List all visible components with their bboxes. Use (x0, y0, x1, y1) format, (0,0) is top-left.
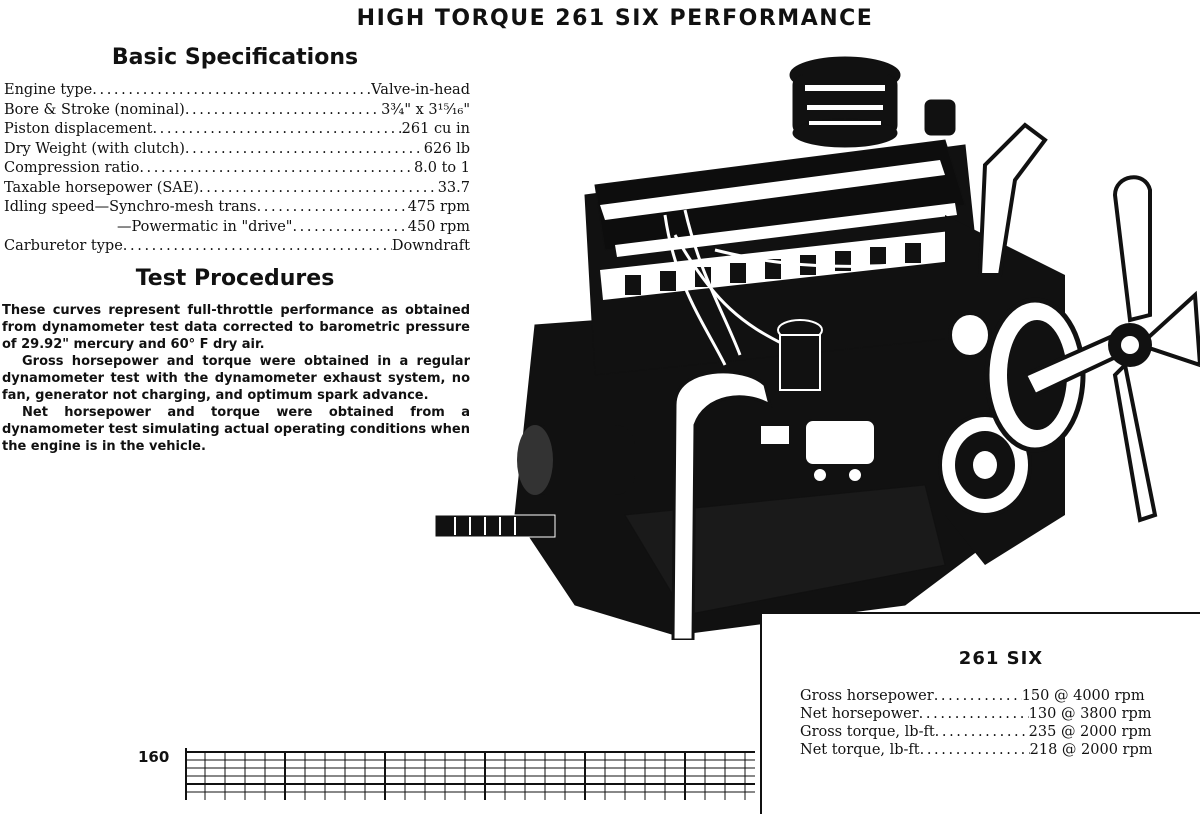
spec-label: Bore & Stroke (nominal) (4, 101, 185, 118)
spec-label: Piston displacement (4, 121, 153, 137)
spec-value: Valve-in-head (371, 82, 470, 98)
rating-value: 150 @ 4000 rpm (1021, 688, 1145, 704)
spec-row-dry-weight (4, 140, 470, 160)
rating-row-gross-torque (800, 723, 1200, 741)
rating-value: 130 @ 3800 rpm (1028, 706, 1152, 722)
spec-row-idling-powermatic (4, 218, 470, 238)
rating-value: 218 @ 2000 rpm (1029, 742, 1153, 758)
spec-label: Idling speed—Synchro-mesh trans (4, 199, 257, 215)
spec-value: 3¾" x 3¹⁵⁄₁₆" (381, 101, 470, 118)
test-procedures-text (2, 302, 470, 455)
spec-value: 261 cu in (401, 121, 470, 137)
rating-label: Gross horsepower (800, 688, 934, 704)
rating-label: Gross torque, lb-ft (800, 724, 935, 740)
test-procedures-heading: Test Procedures (135, 266, 335, 291)
procedures-paragraph: These curves represent full-throttle performance as obtained from dynamometer test data corrected to barometric pressure of 29.92" mercury and 60° F dry air. (2, 303, 470, 352)
spec-value: Downdraft (391, 238, 470, 254)
spec-value: 33.7 (437, 179, 470, 196)
engine-ratings-title: 261 SIX (958, 648, 1044, 669)
spec-row-bore-stroke (4, 101, 470, 121)
spec-row-idling-synchro-mesh (4, 198, 470, 218)
rating-value: 235 @ 2000 rpm (1028, 724, 1152, 740)
spec-label: Dry Weight (with clutch) (4, 140, 185, 157)
spec-value: 8.0 to 1 (413, 160, 470, 176)
basic-specifications-list (4, 81, 470, 257)
engine-ratings-box (760, 612, 1200, 814)
procedures-paragraph: Gross horsepower and torque were obtained in a regular dynamometer test with the dynamometer exhaust system, no fan, generator not charging, and optimum spark advance. (2, 354, 470, 403)
basic-specifications-heading: Basic Specifications (111, 45, 359, 70)
rating-row-net-horsepower (800, 705, 1200, 723)
spec-row-carburetor-type (4, 237, 470, 257)
spec-row-engine-type (4, 81, 470, 101)
spec-value: 450 rpm (407, 218, 470, 235)
spec-label: —Powermatic in "drive" (117, 218, 293, 235)
spec-value: 626 lb (423, 140, 470, 157)
rating-label: Net horsepower (800, 706, 919, 722)
rating-label: Net torque, lb-ft (800, 742, 920, 758)
rating-row-net-torque (800, 741, 1200, 759)
spec-label: Taxable horsepower (SAE) (4, 179, 199, 196)
spec-row-taxable-horsepower (4, 179, 470, 199)
spec-row-compression-ratio (4, 159, 470, 179)
spec-value: 475 rpm (407, 199, 470, 215)
rating-row-gross-horsepower (800, 687, 1200, 705)
page-title: HIGH TORQUE 261 SIX PERFORMANCE (356, 6, 874, 31)
spec-label: Engine type (4, 82, 93, 98)
spec-row-piston-displacement (4, 120, 470, 140)
procedures-paragraph: Net horsepower and torque were obtained from a dynamometer test simulating actual operating conditions when the engine is in the vehicle. (2, 405, 470, 454)
spec-label: Compression ratio (4, 160, 140, 176)
engine-ratings-list (800, 687, 1200, 759)
performance-chart-grid (185, 748, 755, 800)
chart-tick-label-160: 160 (138, 748, 170, 766)
spec-label: Carburetor type (4, 238, 123, 254)
engine-illustration (425, 45, 1200, 640)
